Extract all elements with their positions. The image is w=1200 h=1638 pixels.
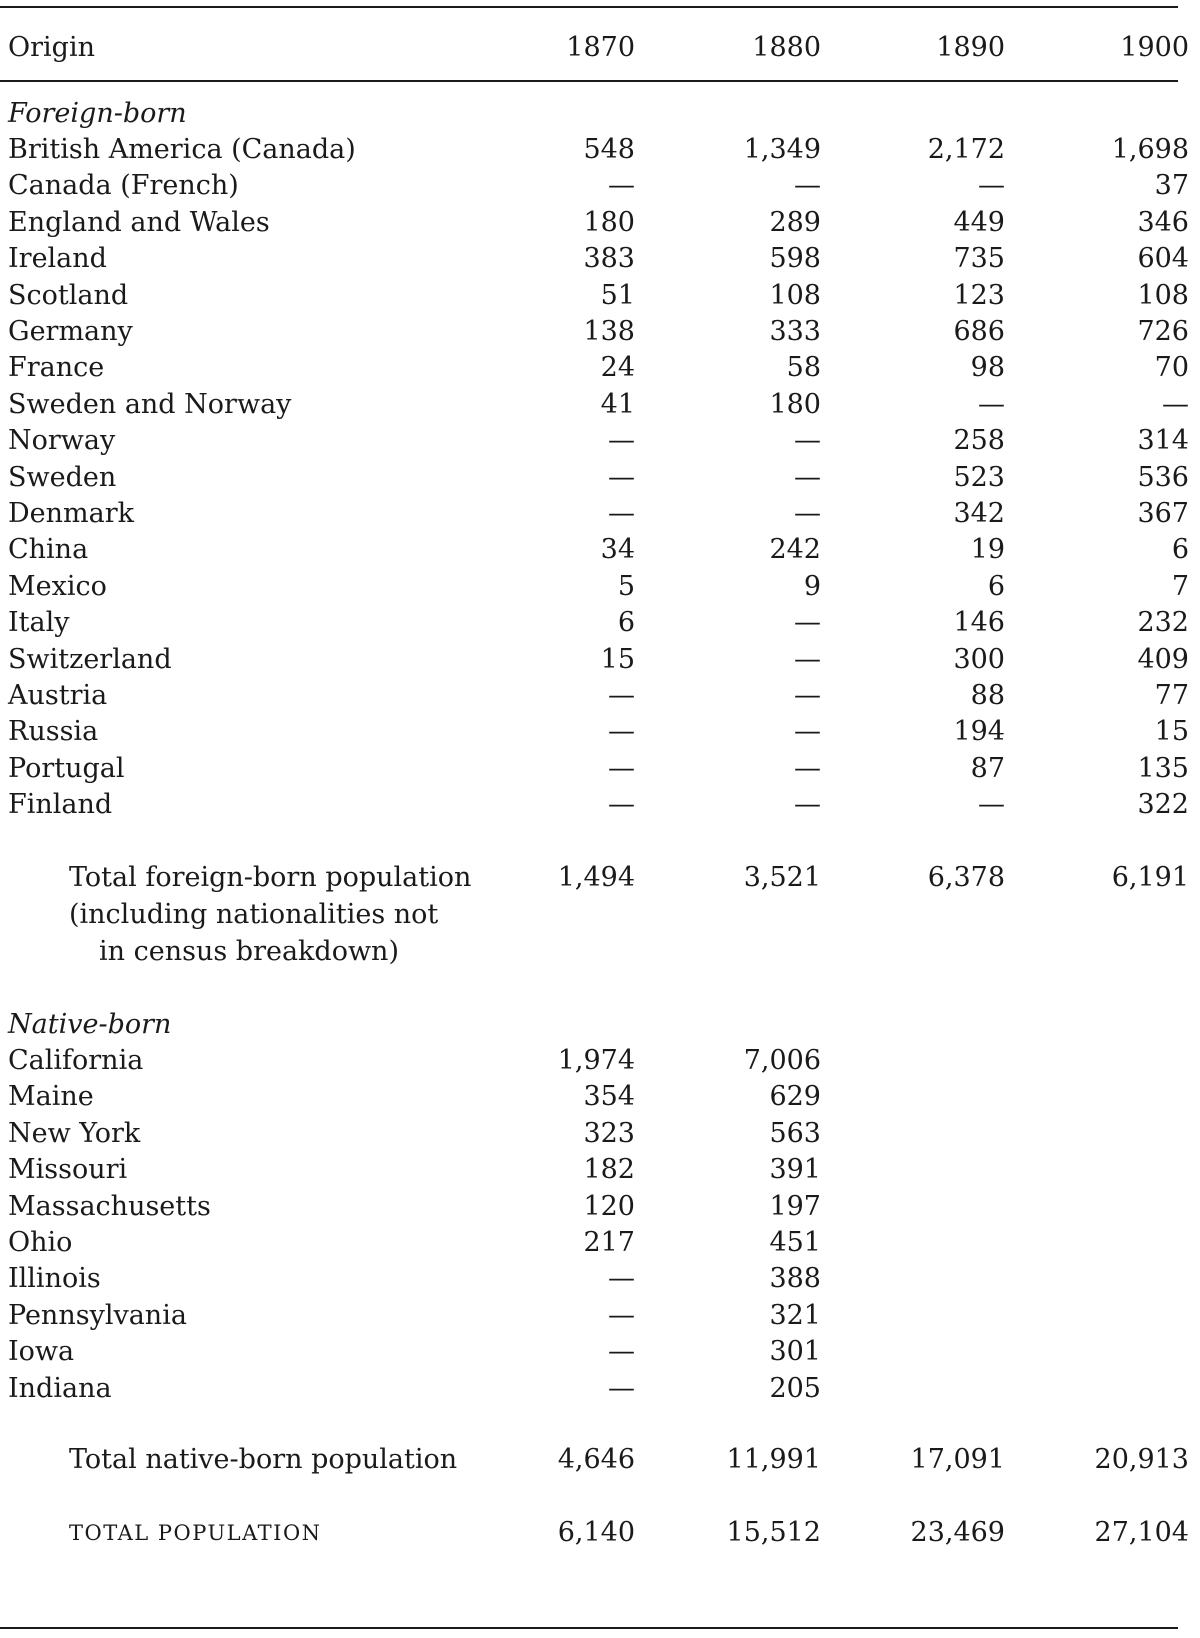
row-value-1880: 451 (769, 1227, 821, 1258)
row-origin: Norway (8, 425, 116, 457)
row-origin: China (8, 534, 89, 566)
row-origin: Missouri (8, 1154, 128, 1186)
row-value-1870: 5 (617, 570, 635, 602)
row-value-1880: 180 (769, 388, 821, 420)
row-value-1870: 138 (583, 316, 635, 347)
grand-total-1890: 23,469 (910, 1517, 1005, 1548)
row-value-1870: — (608, 170, 635, 202)
header-year-1900: 1900 (1120, 32, 1189, 63)
table-row (0, 531, 1190, 569)
native-total-1880: 11,991 (726, 1444, 821, 1475)
row-value-1880: 388 (769, 1263, 821, 1295)
row-value-1900: 1,698 (1111, 134, 1189, 165)
row-value-1880: 9 (803, 570, 821, 602)
row-value-1890: 449 (953, 206, 1005, 238)
row-value-1880: 242 (769, 534, 821, 566)
row-origin: Canada (French) (8, 170, 239, 202)
row-value-1870: — (608, 498, 635, 529)
row-value-1870: — (608, 1299, 635, 1331)
row-value-1870: 51 (600, 279, 635, 311)
row-value-1900: 726 (1137, 316, 1189, 347)
row-value-1890: 258 (953, 425, 1005, 457)
section-label: Native-born (8, 1009, 172, 1040)
row-origin: Portugal (8, 752, 125, 784)
row-value-1870: — (608, 752, 635, 784)
row-value-1880: — (794, 170, 821, 202)
row-value-1880: — (794, 461, 821, 493)
table-row (0, 786, 1190, 824)
row-value-1890: 342 (953, 498, 1005, 529)
row-value-1870: 383 (583, 243, 635, 275)
row-value-1870: — (608, 680, 635, 711)
row-value-1900: 322 (1137, 789, 1189, 821)
row-value-1900: 346 (1137, 206, 1189, 238)
row-value-1870: — (608, 716, 635, 748)
row-origin: Maine (8, 1081, 94, 1113)
native-total-label: Total native-born population (69, 1444, 458, 1475)
table-row (0, 604, 1190, 642)
table-row (0, 313, 1190, 351)
row-value-1890: 194 (953, 716, 1005, 748)
row-value-1880: 289 (769, 206, 821, 238)
row-origin: California (8, 1045, 144, 1076)
foreign-total-1890: 6,378 (927, 862, 1005, 893)
foreign-total-label-row-2 (0, 896, 1190, 934)
native-total-1890: 17,091 (910, 1444, 1005, 1475)
row-value-1870: — (608, 461, 635, 493)
row-value-1900: 15 (1154, 716, 1189, 748)
row-value-1880: 301 (769, 1336, 821, 1368)
grand-total-1870: 6,140 (557, 1517, 635, 1548)
row-value-1890: 523 (953, 461, 1005, 493)
row-origin: New York (8, 1117, 141, 1149)
table-row (0, 167, 1190, 205)
table-row (0, 1333, 1190, 1371)
table-row (0, 1115, 1190, 1153)
row-value-1890: 300 (953, 643, 1005, 675)
top-rule (0, 6, 1178, 8)
section-label: Foreign-born (8, 98, 187, 129)
row-origin: Indiana (8, 1372, 112, 1404)
table-row (0, 750, 1190, 788)
table-row (0, 1370, 1190, 1408)
grand-total-label: TOTAL POPULATION (69, 1521, 322, 1545)
row-value-1880: 108 (769, 279, 821, 311)
row-value-1880: 598 (769, 243, 821, 275)
row-origin: Ohio (8, 1227, 73, 1258)
native-total-1900: 20,913 (1094, 1444, 1189, 1475)
row-origin: Iowa (8, 1336, 75, 1368)
table-row (0, 422, 1190, 460)
row-origin: Scotland (8, 279, 129, 311)
table-row (0, 240, 1190, 278)
row-value-1890: 686 (953, 316, 1005, 347)
row-origin: Austria (8, 680, 108, 711)
table-header-row (0, 29, 1190, 67)
row-value-1890: 88 (970, 680, 1005, 711)
row-value-1880: 391 (769, 1154, 821, 1186)
header-year-1880: 1880 (752, 32, 821, 63)
table-row (0, 131, 1190, 169)
row-value-1880: 58 (786, 352, 821, 384)
row-value-1890: 98 (970, 352, 1005, 384)
row-value-1900: 232 (1137, 607, 1189, 639)
table-row (0, 386, 1190, 424)
row-value-1870: 6 (617, 607, 635, 639)
row-value-1900: 367 (1137, 498, 1189, 529)
row-value-1900: 409 (1137, 643, 1189, 675)
row-value-1870: 354 (583, 1081, 635, 1113)
row-value-1880: — (794, 789, 821, 821)
bottom-rule (0, 1627, 1178, 1629)
row-origin: Sweden (8, 461, 117, 493)
foreign-total-label-line-2: (including nationalities not (69, 899, 439, 930)
table-row (0, 1078, 1190, 1116)
row-value-1870: 180 (583, 206, 635, 238)
foreign-total-1900: 6,191 (1111, 862, 1189, 893)
foreign-total-label-row-3 (0, 933, 1190, 971)
row-value-1880: 629 (769, 1081, 821, 1113)
row-value-1870: — (608, 789, 635, 821)
row-value-1870: 41 (600, 388, 635, 420)
row-origin: Switzerland (8, 643, 172, 675)
row-value-1870: 120 (583, 1190, 635, 1222)
table-row (0, 1260, 1190, 1298)
header-origin: Origin (8, 32, 95, 63)
row-value-1890: 19 (970, 534, 1005, 566)
row-value-1870: 548 (583, 134, 635, 165)
row-value-1870: 1,974 (557, 1045, 635, 1076)
row-value-1890: 735 (953, 243, 1005, 275)
row-value-1880: 1,349 (743, 134, 821, 165)
grand-total-1880: 15,512 (726, 1517, 821, 1548)
row-value-1880: — (794, 607, 821, 639)
row-origin: Massachusetts (8, 1190, 211, 1222)
row-value-1870: 34 (600, 534, 635, 566)
row-value-1870: — (608, 1372, 635, 1404)
row-value-1900: 7 (1171, 570, 1189, 602)
header-rule (0, 80, 1178, 82)
row-value-1880: 563 (769, 1117, 821, 1149)
grand-total-row (0, 1514, 1190, 1552)
table-row (0, 1042, 1190, 1080)
row-value-1870: 217 (583, 1227, 635, 1258)
row-origin: Germany (8, 316, 133, 347)
row-value-1880: — (794, 716, 821, 748)
row-value-1870: 182 (583, 1154, 635, 1186)
row-origin: Sweden and Norway (8, 388, 292, 420)
row-value-1890: — (978, 170, 1005, 202)
row-value-1890: — (978, 388, 1005, 420)
table-row (0, 349, 1190, 387)
header-year-1890: 1890 (936, 32, 1005, 63)
native-total-1870: 4,646 (557, 1444, 635, 1475)
section-heading-native (0, 1006, 1190, 1044)
table-row (0, 277, 1190, 315)
row-value-1870: 24 (600, 352, 635, 384)
table-row (0, 1151, 1190, 1189)
foreign-total-1880: 3,521 (743, 862, 821, 893)
row-value-1900: 37 (1154, 170, 1189, 202)
table-row (0, 641, 1190, 679)
row-origin: Russia (8, 716, 99, 748)
row-value-1880: 205 (769, 1372, 821, 1404)
row-value-1890: 6 (987, 570, 1005, 602)
table-row (0, 204, 1190, 242)
row-origin: British America (Canada) (8, 134, 356, 165)
header-year-1870: 1870 (566, 32, 635, 63)
table-row (0, 677, 1190, 715)
row-value-1870: — (608, 1263, 635, 1295)
row-value-1880: — (794, 425, 821, 457)
row-value-1900: 314 (1137, 425, 1189, 457)
row-value-1900: 108 (1137, 279, 1189, 311)
row-value-1870: — (608, 425, 635, 457)
table-row (0, 1188, 1190, 1226)
row-value-1890: — (978, 789, 1005, 821)
row-value-1890: 123 (953, 279, 1005, 311)
foreign-total-label-line-1: Total foreign-born population (69, 862, 472, 893)
section-heading-foreign (0, 95, 1190, 133)
row-value-1900: 6 (1171, 534, 1189, 566)
row-value-1900: 77 (1154, 680, 1189, 711)
row-value-1900: — (1162, 388, 1189, 420)
row-value-1890: 2,172 (927, 134, 1005, 165)
table-row (0, 459, 1190, 497)
row-origin: Pennsylvania (8, 1299, 187, 1331)
row-origin: Illinois (8, 1263, 101, 1295)
row-value-1880: 333 (769, 316, 821, 347)
row-value-1870: 323 (583, 1117, 635, 1149)
row-value-1900: 135 (1137, 752, 1189, 784)
grand-total-1900: 27,104 (1094, 1517, 1189, 1548)
row-value-1870: 15 (600, 643, 635, 675)
row-value-1900: 70 (1154, 352, 1189, 384)
row-value-1890: 146 (953, 607, 1005, 639)
row-origin: France (8, 352, 105, 384)
table-row (0, 495, 1190, 533)
row-value-1880: — (794, 752, 821, 784)
row-value-1900: 604 (1137, 243, 1189, 275)
row-value-1870: — (608, 1336, 635, 1368)
row-value-1880: — (794, 498, 821, 529)
foreign-total-label-line-3: in census breakdown) (99, 936, 399, 967)
row-value-1880: — (794, 680, 821, 711)
row-origin: Ireland (8, 243, 107, 275)
row-value-1880: 321 (769, 1299, 821, 1331)
row-origin: Denmark (8, 498, 134, 529)
table-row (0, 1297, 1190, 1335)
native-total-row (0, 1441, 1190, 1479)
row-value-1880: 7,006 (743, 1045, 821, 1076)
row-origin: England and Wales (8, 206, 270, 238)
row-value-1880: — (794, 643, 821, 675)
table-row (0, 713, 1190, 751)
row-value-1900: 536 (1137, 461, 1189, 493)
row-origin: Finland (8, 789, 113, 821)
table-row (0, 568, 1190, 606)
foreign-total-row (0, 859, 1190, 897)
table-row (0, 1224, 1190, 1262)
row-origin: Mexico (8, 570, 107, 602)
row-value-1880: 197 (769, 1190, 821, 1222)
row-value-1890: 87 (970, 752, 1005, 784)
row-origin: Italy (8, 607, 70, 639)
foreign-total-1870: 1,494 (557, 862, 635, 893)
